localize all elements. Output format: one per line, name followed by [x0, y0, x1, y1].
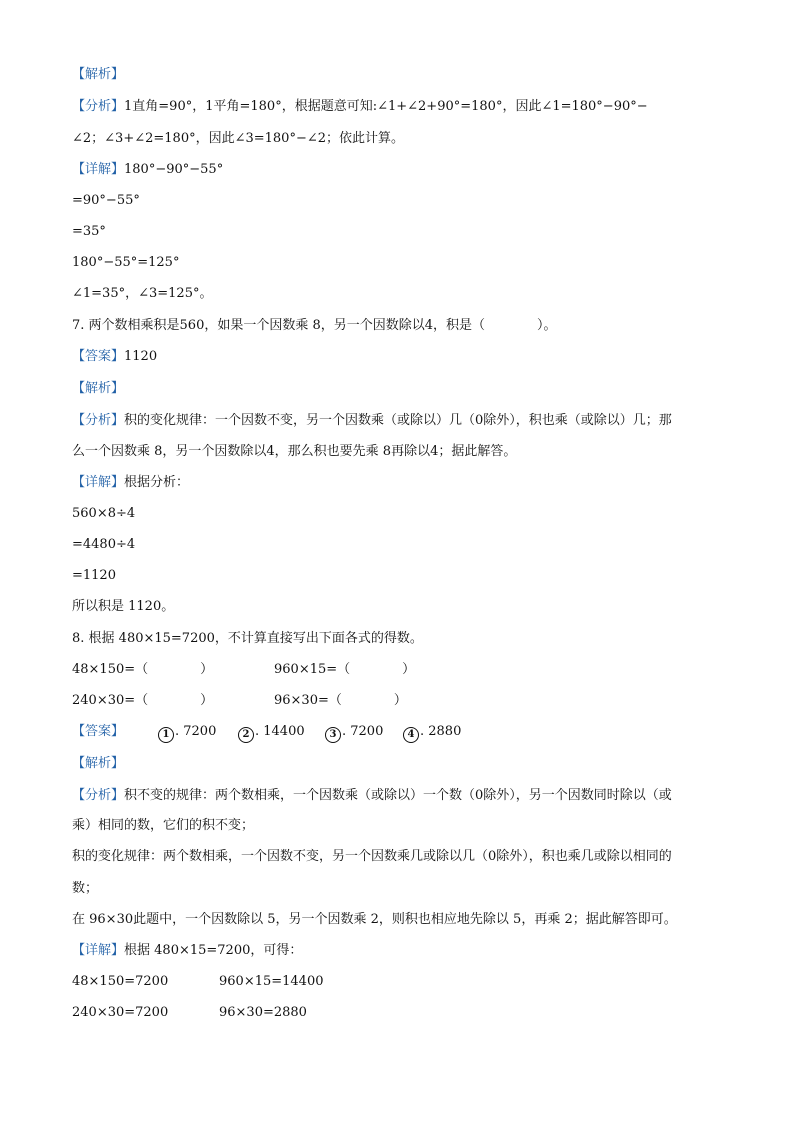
circled-number: 3 — [325, 727, 341, 743]
question-7: 7. 两个数相乘积是560，如果一个因数乘 8，另一个因数除以4，积是（ ）。 — [72, 318, 557, 333]
fenxi-line-2: 乘）相同的数，它们的积不变； — [72, 818, 255, 833]
result-expression: 48×150=7200 — [72, 974, 169, 989]
answer-value: 1120 — [124, 349, 158, 364]
conclusion-line: ∠1=35°，∠3=125°。 — [72, 286, 213, 301]
tag-xiangjie: 【详解】 — [72, 162, 125, 177]
blank-expression: 240×30=（ ） — [72, 693, 214, 708]
tag-fenxi: 【分析】 — [72, 99, 125, 114]
tag-fenxi: 【分析】 — [72, 413, 125, 428]
calc-line: =90°−55° — [72, 193, 140, 208]
circled-number: 1 — [158, 727, 174, 743]
xiangjie-line-1 — [72, 161, 223, 179]
blank-expression: 96×30=（ ） — [274, 693, 407, 708]
calc-line: 560×8÷4 — [72, 506, 136, 521]
answer-item — [325, 723, 383, 743]
fenxi-line-2: ∠2；∠3+∠2=180°，因此∠3=180°−∠2；依此计算。 — [72, 131, 405, 146]
result-expression: 960×15=14400 — [219, 974, 324, 989]
answer-value: . 7200 — [175, 724, 217, 739]
circled-number: 2 — [238, 727, 254, 743]
jiexi-heading-7 — [72, 380, 124, 398]
fenxi-text: 积不变的规律：两个数相乘，一个因数乘（或除以）一个数（0除外），另一个因数同时除以（或 — [124, 788, 672, 803]
fenxi-line-5: 在 96×30此题中，一个因数除以 5，另一个因数乘 2，则积也相应地先除以 5，再乘 2；据此解答即可。 — [72, 912, 677, 927]
blank-expression: 48×150=（ ） — [72, 662, 214, 677]
tag-daan: 【答案】 — [72, 724, 125, 739]
fenxi-line-1 — [72, 98, 648, 116]
calc-line: =35° — [72, 224, 106, 239]
tag-jiexi: 【解析】 — [72, 381, 125, 396]
jiexi-heading-1 — [72, 66, 124, 84]
fenxi-line-2: 么一个因数乘 8，另一个因数除以4，那么积也要先乘 8再除以4；据此解答。 — [72, 444, 517, 459]
xiangjie-line-1 — [72, 942, 302, 960]
answer-item — [403, 723, 461, 743]
xiangjie-text: 根据 480×15=7200，可得： — [124, 943, 303, 958]
tag-jiexi: 【解析】 — [72, 756, 125, 771]
fenxi-line-1 — [72, 787, 672, 805]
tag-xiangjie: 【详解】 — [72, 475, 125, 490]
blank-expression: 960×15=（ ） — [274, 662, 416, 677]
jiexi-heading-8 — [72, 755, 124, 773]
answer-line-8 — [72, 723, 124, 741]
tag-fenxi: 【分析】 — [72, 788, 125, 803]
result-expression: 96×30=2880 — [219, 1005, 307, 1020]
fenxi-line-3: 积的变化规律：两个数相乘，一个因数不变，另一个因数乘几或除以几（0除外），积也乘几或除以相同的 — [72, 849, 672, 864]
tag-xiangjie: 【详解】 — [72, 943, 125, 958]
calc-line: 180°−55°=125° — [72, 255, 180, 270]
xiangjie-text: 根据分析： — [124, 475, 190, 490]
tag-jiexi: 【解析】 — [72, 67, 125, 82]
answer-line-7 — [72, 348, 157, 366]
xiangjie-text: 180°−90°−55° — [124, 162, 224, 177]
calc-line: =1120 — [72, 568, 116, 583]
xiangjie-line-1 — [72, 474, 189, 492]
answer-item — [238, 723, 305, 743]
fenxi-line-4: 数； — [72, 881, 99, 896]
answer-value: . 7200 — [342, 724, 384, 739]
answer-item — [158, 723, 216, 743]
circled-number: 4 — [403, 727, 419, 743]
fenxi-text: 积的变化规律：一个因数不变，另一个因数乘（或除以）几（0除外），积也乘（或除以）几；那 — [124, 413, 672, 428]
result-expression: 240×30=7200 — [72, 1005, 169, 1020]
fenxi-line-1 — [72, 412, 672, 430]
fenxi-text: 1直角=90°，1平角=180°，根据题意可知:∠1+∠2+90°=180°，因此∠1=180°−90°− — [124, 99, 648, 114]
answer-value: . 2880 — [420, 724, 462, 739]
answer-value: . 14400 — [255, 724, 305, 739]
tag-daan: 【答案】 — [72, 349, 125, 364]
calc-line: =4480÷4 — [72, 537, 136, 552]
conclusion-line: 所以积是 1120。 — [72, 599, 175, 614]
question-8: 8. 根据 480×15=7200，不计算直接写出下面各式的得数。 — [72, 631, 423, 646]
